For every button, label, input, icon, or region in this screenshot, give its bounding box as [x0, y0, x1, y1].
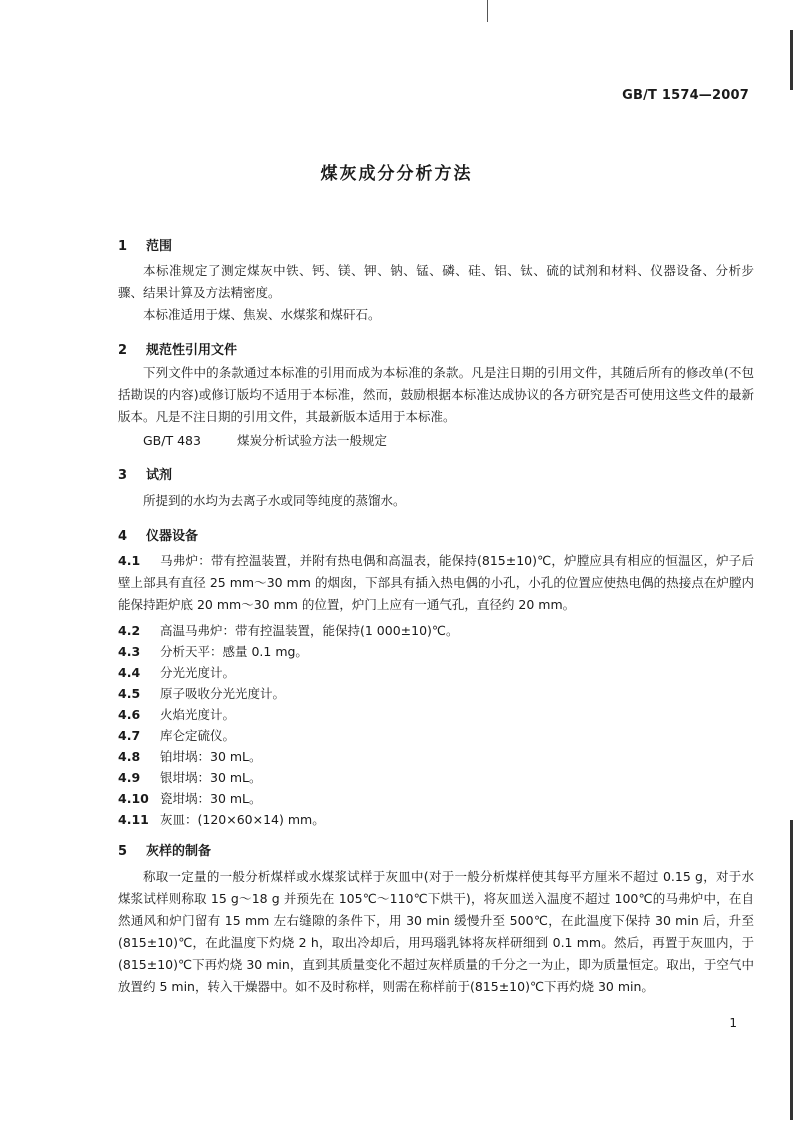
section-3-heading — [118, 464, 172, 483]
section-number: 4 — [118, 529, 128, 544]
section-number: 3 — [118, 468, 128, 483]
page-number: 1 — [729, 1016, 737, 1030]
section-3-paragraph-1: 所提到的水均为去离子水或同等纯度的蒸馏水。 — [143, 493, 406, 508]
item-number: 4.8 — [118, 749, 141, 764]
section-1-paragraph-2: 本标准适用于煤、焦炭、水煤浆和煤矸石。 — [143, 307, 381, 322]
equipment-item — [118, 789, 262, 809]
item-number: 4.6 — [118, 707, 141, 722]
item-number: 4.11 — [118, 812, 149, 827]
item-text: 火焰光度计。 — [160, 707, 236, 722]
item-text: 瓷坩埚：30 mL。 — [160, 791, 262, 806]
equipment-item — [118, 810, 325, 830]
reference-code: GB/T 483 — [143, 433, 201, 448]
equipment-item — [118, 642, 308, 662]
equipment-item — [118, 768, 262, 788]
scan-artifact-line — [487, 0, 488, 22]
item-number: 4.9 — [118, 770, 141, 785]
item-text: 分光光度计。 — [160, 665, 236, 680]
equipment-item — [118, 550, 754, 616]
item-number: 4.1 — [118, 553, 141, 568]
item-text: 铂坩埚：30 mL。 — [160, 749, 262, 764]
item-text: 银坩埚：30 mL。 — [160, 770, 262, 785]
item-number: 4.10 — [118, 791, 149, 806]
section-1-heading — [118, 235, 172, 254]
item-text: 分析天平：感量 0.1 mg。 — [160, 644, 308, 659]
section-2-heading — [118, 339, 237, 358]
standard-code: GB/T 1574—2007 — [622, 88, 749, 103]
item-text: 马弗炉：带有控温装置，并附有热电偶和高温表，能保持(815±10)℃，炉膛应具有相应的恒温区，炉子后壁上部具有直径 25 mm～30 mm 的烟囱，下部具有插入热电偶的小孔，小孔的位置应使热电偶的热接点在炉膛内能保持距炉底 20 mm～30 mm 的位置，炉门上应有一通气孔，直径约 20 mm。 — [118, 553, 754, 612]
equipment-item — [118, 621, 458, 641]
item-text: 高温马弗炉：带有控温装置，能保持(1 000±10)℃。 — [160, 623, 459, 638]
section-number: 1 — [118, 239, 128, 254]
section-2-paragraph-1: 下列文件中的条款通过本标准的引用而成为本标准的条款。凡是注日期的引用文件，其随后所有的修改单(不包括勘误的内容)或修订版均不适用于本标准，然而，鼓励根据本标准达成协议的各方研究是否可使用这些文件的最新版本。凡是不注日期的引用文件，其最新版本适用于本标准。 — [118, 365, 754, 424]
item-text: 库仑定硫仪。 — [160, 728, 236, 743]
item-text: 原子吸收分光光度计。 — [160, 686, 286, 701]
section-4-heading — [118, 525, 198, 544]
section-title: 灰样的制备 — [146, 844, 212, 859]
item-number: 4.7 — [118, 728, 141, 743]
equipment-item — [118, 747, 262, 767]
normative-reference — [143, 431, 387, 449]
document-title: 煤灰成分分析方法 — [320, 164, 473, 184]
reference-title: 煤炭分析试验方法一般规定 — [237, 433, 388, 448]
equipment-item — [118, 705, 235, 725]
section-title: 规范性引用文件 — [146, 343, 238, 358]
item-number: 4.2 — [118, 623, 141, 638]
section-5-heading — [118, 840, 211, 859]
section-number: 2 — [118, 343, 128, 358]
section-number: 5 — [118, 844, 128, 859]
section-1-paragraph-1: 本标准规定了测定煤灰中铁、钙、镁、钾、钠、锰、磷、硅、铝、钛、硫的试剂和材料、仪器设备、分析步骤、结果计算及方法精密度。 — [118, 263, 754, 300]
equipment-item — [118, 726, 235, 746]
item-number: 4.3 — [118, 644, 141, 659]
section-title: 范围 — [146, 239, 173, 254]
equipment-item — [118, 684, 285, 704]
item-text: 灰皿：(120×60×14) mm。 — [160, 812, 325, 827]
section-5-paragraph-1: 称取一定量的一般分析煤样或水煤浆试样于灰皿中(对于一般分析煤样使其每平方厘米不超过 0.15 g，对于水煤浆试样则称取 15 g～18 g 并预先在 105℃～110℃下烘干)，将灰皿送入温度不超过 100℃的马弗炉中，在自然通风和炉门留有 15 mm 左右缝隙的条件下，用 30 min 缓慢升至 500℃，在此温度下保持 30 min 后，升至(815±10)℃，在此温度下灼烧 2 h，取出冷却后，用玛瑙乳钵将灰样研细到 0.1 mm。然后，再置于灰皿内，于(815±10)℃下再灼烧 30 min，直到其质量变化不超过灰样质量的千分之一为止，即为质量恒定。取出，于空气中放置约 5 min，转入干燥器中。如不及时称样，则需在称样前于(815±10)℃下再灼烧 30 min。 — [118, 869, 754, 994]
section-title: 试剂 — [146, 468, 173, 483]
equipment-item — [118, 663, 235, 683]
section-title: 仪器设备 — [146, 529, 199, 544]
item-number: 4.4 — [118, 665, 141, 680]
item-number: 4.5 — [118, 686, 141, 701]
